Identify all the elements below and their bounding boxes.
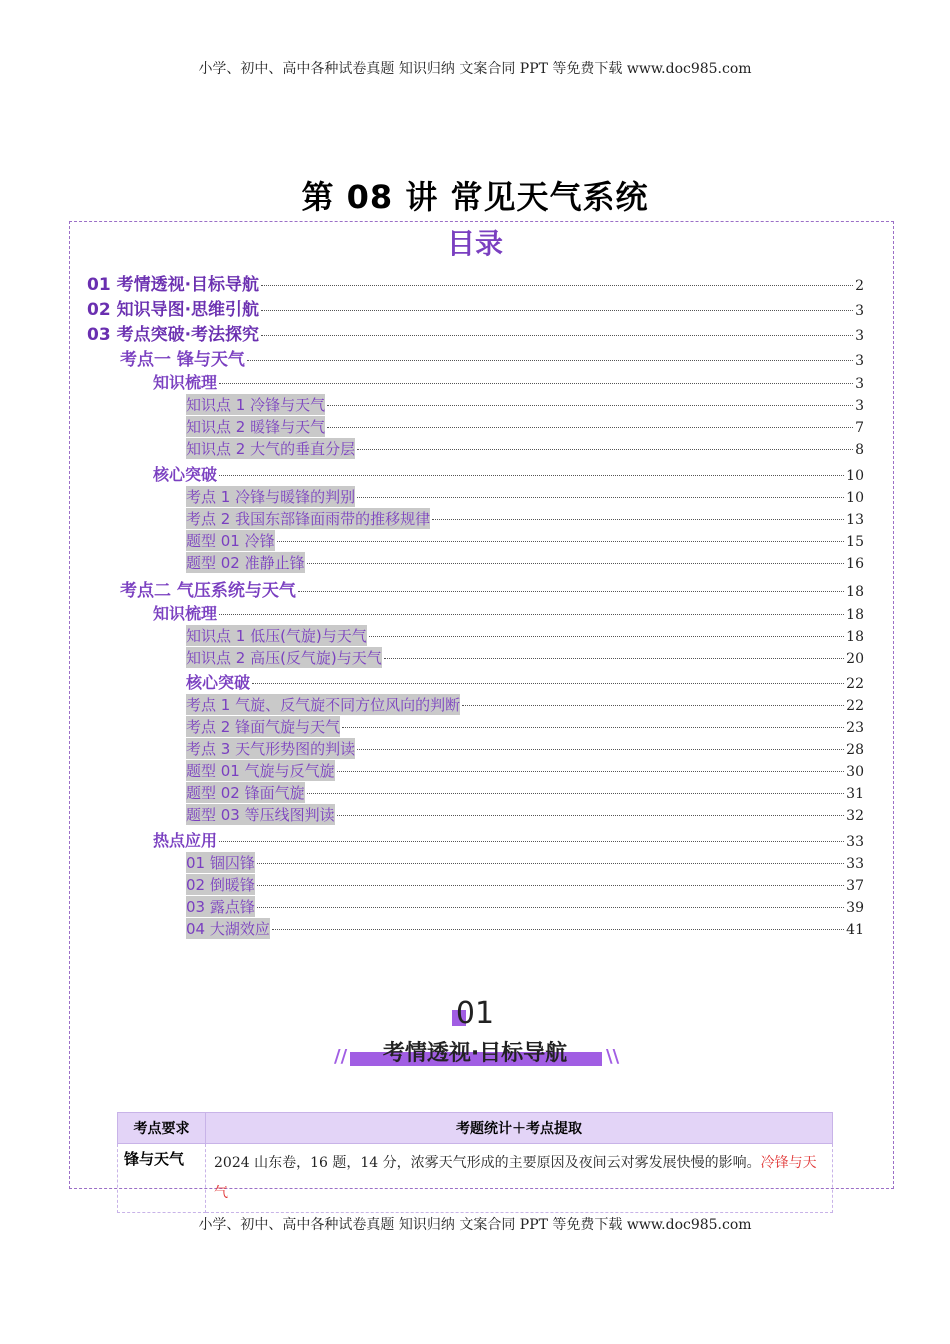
toc-page-number: 37 bbox=[846, 878, 864, 894]
toc-leader bbox=[272, 929, 844, 930]
toc-leader bbox=[384, 658, 844, 659]
toc-entry-label: 考点一 锋与天气 bbox=[120, 350, 245, 370]
toc-entry[interactable] bbox=[186, 874, 864, 895]
toc-entry-label: 题型 02 锋面气旋 bbox=[186, 784, 305, 802]
toc-entry[interactable] bbox=[153, 601, 864, 624]
toc-entry[interactable] bbox=[186, 552, 864, 573]
toc-leader bbox=[357, 449, 853, 450]
toc-leader bbox=[247, 360, 853, 361]
toc-entry[interactable] bbox=[186, 694, 864, 715]
toc-page-number: 2 bbox=[855, 278, 864, 294]
toc-page-number: 10 bbox=[846, 490, 864, 506]
table-row bbox=[118, 1144, 833, 1213]
toc-page-number: 3 bbox=[855, 376, 864, 392]
toc-entry-label: 04 大湖效应 bbox=[186, 920, 270, 938]
toc-page-number: 7 bbox=[855, 420, 864, 436]
toc-page-number: 41 bbox=[846, 922, 864, 938]
toc-leader bbox=[342, 727, 844, 728]
toc-entry-label: 题型 02 准静止锋 bbox=[186, 554, 305, 572]
stats-text: 2024 山东卷，16 题，14 分，浓雾天气形成的主要原因及夜间云对雾发展快慢的影响。 bbox=[214, 1155, 761, 1171]
toc-leader bbox=[337, 815, 845, 816]
toc-entry[interactable] bbox=[186, 438, 864, 459]
toc-entry[interactable] bbox=[186, 486, 864, 507]
toc-leader bbox=[327, 405, 853, 406]
toc-entry-label: 题型 03 等压线图判读 bbox=[186, 806, 335, 824]
stats-cell bbox=[206, 1144, 833, 1213]
toc-entry[interactable] bbox=[186, 416, 864, 437]
toc-page-number: 22 bbox=[846, 698, 864, 714]
toc-entry-label: 考点 3 天气形势图的判读 bbox=[186, 740, 356, 758]
toc-entry-label: 考点 2 锋面气旋与天气 bbox=[186, 718, 341, 736]
toc-entry-label: 题型 01 冷锋 bbox=[186, 532, 275, 550]
toc-entry-label: 核心突破 bbox=[186, 673, 251, 692]
toc-entry-label: 知识点 1 冷锋与天气 bbox=[186, 396, 326, 414]
toc-page-number: 3 bbox=[855, 328, 864, 344]
toc-leader bbox=[257, 885, 844, 886]
toc-leader bbox=[261, 285, 853, 286]
toc-leader bbox=[307, 793, 845, 794]
toc-entry-label: 考点二 气压系统与天气 bbox=[120, 581, 296, 601]
right-slash-decoration: \\ bbox=[606, 1046, 620, 1067]
highlight-text: 冷锋与天气 bbox=[214, 1155, 817, 1201]
toc-leader bbox=[432, 519, 844, 520]
table-header-row bbox=[118, 1113, 833, 1144]
topic-cell: 锋与天气 bbox=[118, 1144, 206, 1213]
toc-leader bbox=[257, 907, 844, 908]
toc-entry-label: 知识梳理 bbox=[153, 373, 218, 392]
toc-leader bbox=[219, 841, 844, 842]
toc-entry[interactable] bbox=[186, 760, 864, 781]
toc-title: 目录 bbox=[446, 227, 503, 260]
toc-leader bbox=[252, 683, 844, 684]
page-header: 小学、初中、高中各种试卷真题 知识归纳 文案合同 PPT 等免费下载 www.doc985.com bbox=[198, 61, 752, 77]
toc-entry[interactable] bbox=[186, 647, 864, 668]
toc-page-number: 16 bbox=[846, 556, 864, 572]
toc-leader bbox=[307, 563, 845, 564]
toc-leader bbox=[261, 310, 853, 311]
toc-page-number: 18 bbox=[846, 607, 864, 623]
section-number: 01 bbox=[455, 996, 495, 1031]
toc-page-number: 10 bbox=[846, 468, 864, 484]
toc-entry[interactable] bbox=[186, 738, 864, 759]
toc-entry-label: 知识点 2 高压(反气旋)与天气 bbox=[186, 649, 382, 667]
toc-leader bbox=[219, 383, 853, 384]
toc-entry-label: 考点 1 气旋、反气旋不同方位风向的判断 bbox=[186, 696, 461, 714]
toc-entry[interactable] bbox=[186, 804, 864, 825]
toc-leader bbox=[261, 335, 853, 336]
toc-page-number: 8 bbox=[855, 442, 864, 458]
toc-leader bbox=[257, 863, 844, 864]
toc-leader bbox=[327, 427, 853, 428]
page-footer: 小学、初中、高中各种试卷真题 知识归纳 文案合同 PPT 等免费下载 www.doc985.com bbox=[198, 1217, 752, 1233]
toc-page-number: 33 bbox=[846, 856, 864, 872]
toc-entry[interactable] bbox=[153, 828, 864, 851]
toc-entry[interactable] bbox=[120, 576, 864, 601]
toc-page-number: 31 bbox=[846, 786, 864, 802]
toc-entry-label: 核心突破 bbox=[153, 465, 218, 484]
toc-leader bbox=[369, 636, 844, 637]
toc-entry-label: 知识点 2 暖锋与天气 bbox=[186, 418, 326, 436]
toc-page-number: 32 bbox=[846, 808, 864, 824]
toc-page-number: 33 bbox=[846, 834, 864, 850]
toc-entry-label: 知识点 2 大气的垂直分层 bbox=[186, 440, 356, 458]
toc-entry-label: 03 露点锋 bbox=[186, 898, 255, 916]
toc-page-number: 13 bbox=[846, 512, 864, 528]
left-slash-decoration: // bbox=[334, 1046, 348, 1067]
toc-leader bbox=[357, 497, 844, 498]
toc-entry-label: 热点应用 bbox=[153, 831, 218, 850]
toc-entry[interactable] bbox=[120, 345, 864, 370]
toc-entry[interactable] bbox=[153, 462, 864, 485]
toc-page-number: 23 bbox=[846, 720, 864, 736]
toc-entry[interactable] bbox=[186, 530, 864, 551]
table-header-cell: 考点要求 bbox=[118, 1113, 206, 1144]
toc-leader bbox=[277, 541, 845, 542]
toc-page-number: 30 bbox=[846, 764, 864, 780]
toc-entry[interactable] bbox=[186, 716, 864, 737]
toc-page-number: 18 bbox=[846, 584, 864, 600]
toc-entry[interactable] bbox=[153, 370, 864, 393]
toc-leader bbox=[219, 614, 844, 615]
toc-page-number: 18 bbox=[846, 629, 864, 645]
toc-leader bbox=[219, 475, 844, 476]
toc-entry[interactable] bbox=[186, 625, 864, 646]
toc-entry[interactable] bbox=[87, 295, 864, 320]
toc-entry[interactable] bbox=[186, 782, 864, 803]
toc-entry-label: 02 知识导图·思维引航 bbox=[87, 300, 260, 320]
toc-entry[interactable] bbox=[186, 508, 864, 529]
toc-entry[interactable] bbox=[87, 320, 864, 345]
toc-page-number: 3 bbox=[855, 398, 864, 414]
toc-page-number: 15 bbox=[846, 534, 864, 550]
toc-entry-label: 03 考点突破·考法探究 bbox=[87, 325, 260, 345]
toc-leader bbox=[298, 591, 844, 592]
toc-entry[interactable] bbox=[186, 670, 864, 693]
toc-page-number: 28 bbox=[846, 742, 864, 758]
toc-entry[interactable] bbox=[186, 852, 864, 873]
toc-entry-label: 知识梳理 bbox=[153, 604, 218, 623]
toc-page-number: 3 bbox=[855, 303, 864, 319]
toc-entry[interactable] bbox=[186, 394, 864, 415]
requirements-table bbox=[117, 1112, 833, 1213]
toc-page-number: 20 bbox=[846, 651, 864, 667]
table-header-cell: 考题统计＋考点提取 bbox=[206, 1113, 833, 1144]
toc-entry[interactable] bbox=[186, 896, 864, 917]
toc-page-number: 39 bbox=[846, 900, 864, 916]
toc-entry-label: 01 锢囚锋 bbox=[186, 854, 255, 872]
toc-entry-label: 考点 2 我国东部锋面雨带的推移规律 bbox=[186, 510, 431, 528]
toc-entry-label: 考点 1 冷锋与暖锋的判别 bbox=[186, 488, 356, 506]
toc-leader bbox=[337, 771, 845, 772]
toc-leader bbox=[357, 749, 844, 750]
toc-page-number: 3 bbox=[855, 353, 864, 369]
section-heading: 考情透视·目标导航 bbox=[382, 1041, 568, 1066]
toc-entry-label: 知识点 1 低压(气旋)与天气 bbox=[186, 627, 367, 645]
toc-entry[interactable] bbox=[186, 918, 864, 939]
toc-entry-label: 02 倒暖锋 bbox=[186, 876, 255, 894]
toc-entry[interactable] bbox=[87, 270, 864, 295]
toc-entry-label: 01 考情透视·目标导航 bbox=[87, 275, 260, 295]
toc-page-number: 22 bbox=[846, 676, 864, 692]
toc-entry-label: 题型 01 气旋与反气旋 bbox=[186, 762, 335, 780]
lesson-title: 第 08 讲 常见天气系统 bbox=[301, 178, 649, 216]
toc-leader bbox=[462, 705, 844, 706]
